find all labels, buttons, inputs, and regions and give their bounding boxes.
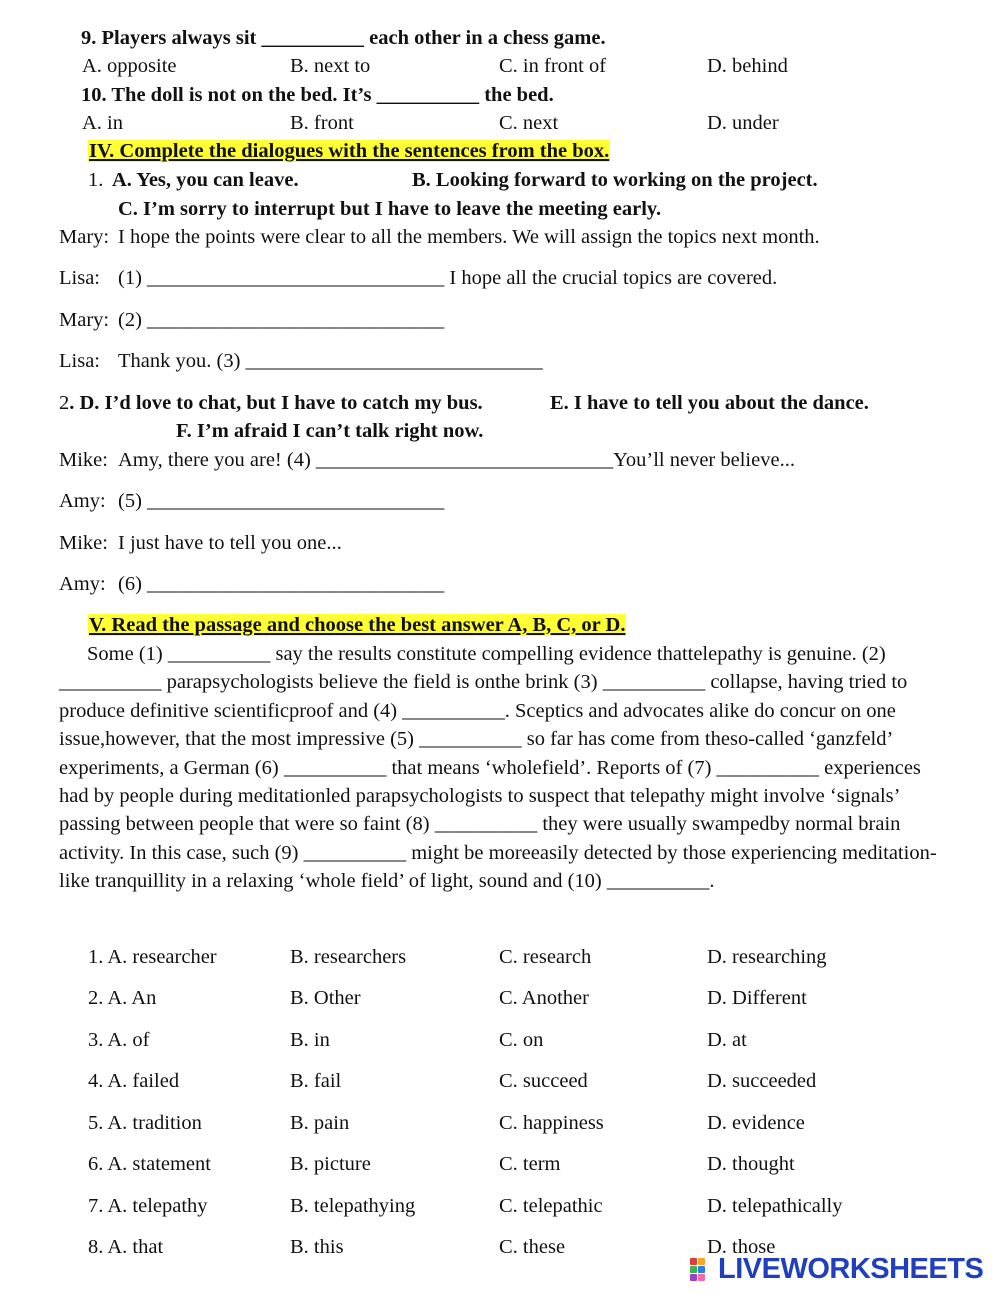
box-2-option-f: F. I’m afraid I can’t talk right now. [176,420,484,442]
dialogue-1-line-4: Thank you. (3) _____________________________ [118,350,543,372]
question-9-option-d: D. behind [707,55,788,77]
dialogue-2-speaker-3: Mike: [59,532,108,554]
answer-2-a: 2. A. An [88,987,157,1009]
question-10-stem: 10. The doll is not on the bed. It’s __________ the bed. [81,84,554,106]
answer-3-d: D. at [707,1029,747,1051]
answer-8-b: B. this [290,1236,344,1258]
answer-1-d: D. researching [707,946,827,968]
answer-5-c: C. happiness [499,1112,604,1134]
box-1-option-b: B. Looking forward to working on the project. [412,169,818,191]
dialogue-2-line-3: I just have to tell you one... [118,532,342,554]
answer-8-c: C. these [499,1236,566,1258]
answer-6-c: C. term [499,1153,561,1175]
answer-4-d: D. succeeded [707,1070,817,1092]
question-10-option-d: D. under [707,112,779,134]
answer-7-b: B. telepathying [290,1195,416,1217]
answer-8-d: D. those [707,1236,776,1258]
answer-6-b: B. picture [290,1153,371,1175]
liveworksheets-logo[interactable] [690,1252,983,1286]
reading-passage-text: Some (1) __________ say the results constitute compelling evidence thattelepathy is genuine. (2) __________ parapsychologists believe the field is onthe brink (3) __________ collapse, having tried to produce definitive scientificproof and (4) __________. Sceptics and advocates alike do concur on one issue,however, that the most impressive (5) __________ so far has come from theso-called ‘ganzfeld’ experiments, a German (6) __________ that means ‘wholefield’. Reports of (7) __________ experiences had by people during meditationled parapsychologists to suspect that telepathy might involve ‘signals’ passing between people that were so faint (8) __________ they were usually swampedby normal brain activity. In this case, such (9) __________ might be moreeasily detected by those experiencing meditation-like tranquillity in a relaxing ‘whole field’ of light, sound and (10) __________. [59,643,937,893]
box-1-number: 1. [88,169,104,191]
question-9-stem: 9. Players always sit __________ each other in a chess game. [81,27,606,49]
answer-2-b: B. Other [290,987,361,1009]
question-9-option-b: B. next to [290,55,371,77]
answer-2-c: C. Another [499,987,589,1009]
question-9-option-c: C. in front of [499,55,607,77]
box-2-number: 2 [59,392,70,414]
answer-5-a: 5. A. tradition [88,1112,202,1134]
answer-6-d: D. thought [707,1153,795,1175]
answer-4-b: B. fail [290,1070,342,1092]
dialogue-2-speaker-4: Amy: [59,573,106,595]
question-10-option-b: B. front [290,112,354,134]
question-10-option-c: C. next [499,112,559,134]
answer-1-c: C. research [499,946,592,968]
answer-7-a: 7. A. telepathy [88,1195,208,1217]
box-2-option-e: E. I have to tell you about the dance. [550,392,869,414]
answer-1-b: B. researchers [290,946,407,968]
answer-4-a: 4. A. failed [88,1070,180,1092]
answer-3-b: B. in [290,1029,330,1051]
dialogue-2-line-4: (6) _____________________________ [118,573,445,595]
box-2 [59,390,483,416]
reading-passage [59,640,939,896]
question-9-option-a: A. opposite [82,55,177,77]
dialogue-1-speaker-1: Mary: [59,226,110,248]
answer-4-c: C. succeed [499,1070,588,1092]
dialogue-1-line-2: (1) _____________________________ I hope all the crucial topics are covered. [118,267,778,289]
answer-5-d: D. evidence [707,1112,805,1134]
section-5-heading [88,612,626,638]
section-4-heading [88,138,610,164]
answer-8-a: 8. A. that [88,1236,164,1258]
dialogue-2-line-2: (5) _____________________________ [118,490,445,512]
answer-6-a: 6. A. statement [88,1153,211,1175]
dialogue-1-speaker-3: Mary: [59,309,110,331]
dialogue-1-line-3: (2) _____________________________ [118,309,445,331]
answer-3-a: 3. A. of [88,1029,150,1051]
dialogue-2-speaker-1: Mike: [59,449,108,471]
box-2-option-d: . D. I’d love to chat, but I have to catch my bus. [69,392,483,414]
dialogue-2-line-1: Amy, there you are! (4) _____________________________You’ll never believe... [118,449,795,471]
dialogue-2-speaker-2: Amy: [59,490,106,512]
answer-2-d: D. Different [707,987,807,1009]
answer-3-c: C. on [499,1029,544,1051]
dialogue-1-line-1: I hope the points were clear to all the members. We will assign the topics next month. [118,226,820,248]
answer-1-a: 1. A. researcher [88,946,217,968]
answer-5-b: B. pain [290,1112,350,1134]
liveworksheets-logo-text: LIVEWORKSHEETS [718,1252,984,1285]
answer-7-d: D. telepathically [707,1195,843,1217]
question-10-option-a: A. in [82,112,123,134]
section-5-heading-text: V. Read the passage and choose the best answer A, B, C, or D. [89,614,626,636]
dialogue-1-speaker-2: Lisa: [59,267,100,289]
liveworksheets-logo-icon [690,1256,716,1282]
answer-7-c: C. telepathic [499,1195,603,1217]
section-4-heading-text: IV. Complete the dialogues with the sentences from the box. [89,140,610,162]
box-1-option-c: C. I’m sorry to interrupt but I have to leave the meeting early. [118,198,662,220]
dialogue-1-speaker-4: Lisa: [59,350,100,372]
box-1-option-a: A. Yes, you can leave. [112,169,299,191]
